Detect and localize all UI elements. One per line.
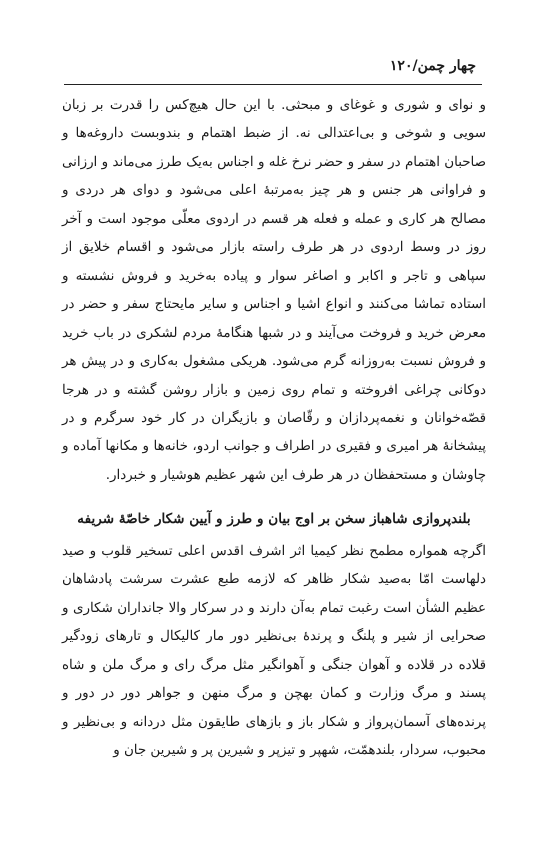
running-header: چهار چمن/۱۲۰ — [389, 58, 476, 74]
section-heading: بلندپروازی شاهباز سخن بر اوج بیان و طرز و آیین شکار خاصّهٔ شریفه — [77, 511, 471, 527]
body-paragraph-2: اگرچه همواره مطمح نظر کیمیا اثر اشرف اقدس اعلی تسخیر قلوب و صید دلهاست امّا به‌صید شکار ظاهر که لازمه طبع عشرت سرشت پادشاهان عظیم الشأن است رغبت تمام به‌آن دارند و در سرکار والا جانداران شکاری و صحرایی از شیر و پلنگ و پرندهٔ بی‌نظیر دور مار کالیکال و تارهای زودگیر قلاده در قلاده و آهوان جنگی و آهوانگیر مثل مرگ رای و مرگ ملن و شاه پسند و مرگ وزارت و کمان بهچن و مرگ منهن و جواهر دور در دور و پرنده‌های آسمان‌پرواز و شکار باز و بازهای طایقون مثل دردانه و بی‌نظیر و محبوب، سردار، بلندهمّت، شهپر و تیزپر و شیرین پر و شیرین جان و — [62, 544, 486, 759]
header-rule — [64, 84, 482, 85]
body-paragraph-1: و نوای و شوری و غوغای و مبحثی. با این حال هیچ‌کس را قدرت بر زبان سویی و شوخی و بی‌اعتدالی نه. از ضبط اهتمام و بندوبست داروغه‌ها و صاحبان اهتمام در سفر و حضر نرخ غله و اجناس به‌یک طرز می‌ماند و ارزانی و فراوانی هر جنس و هر چیز به‌مرتبهٔ اعلی می‌شود و دوای هر دردی و مصالح هر کاری و عمله و فعله هر قسم در اردوی معلّی موجود است و آخر روز در وسط اردوی در هر طرف راسته بازار می‌شود و اقسام خلایق از سپاهی و تاجر و اکابر و اصاغر سوار و پیاده به‌خرید و فروش نشسته و استاده تماشا می‌کنند و انواع اشیا و اجناس و سایر مایحتاج سفر و حضر در معرض خرید و فروخت می‌آیند و در شبها هنگامهٔ مردم لشکری در باب خرید و فروش نسبت به‌روزانه گرم می‌شود. هریکی مشغول به‌کاری و در پیش هر دوکانی چراغی افروخته و تمام روی زمین و بازار روشن گشته و در هرجا قصّه‌خوانان و نغمه‌پردازان و رقّاصان و بازیگران در کار خود سرگرم و در پیشخانهٔ هر امیری و فقیری در اطراف و جوانب اردو، خانه‌ها و مکانها آماده و چاوشان و مستحفظان در هر طرف این شهر عظیم هوشیار و خبردار. — [62, 98, 486, 483]
